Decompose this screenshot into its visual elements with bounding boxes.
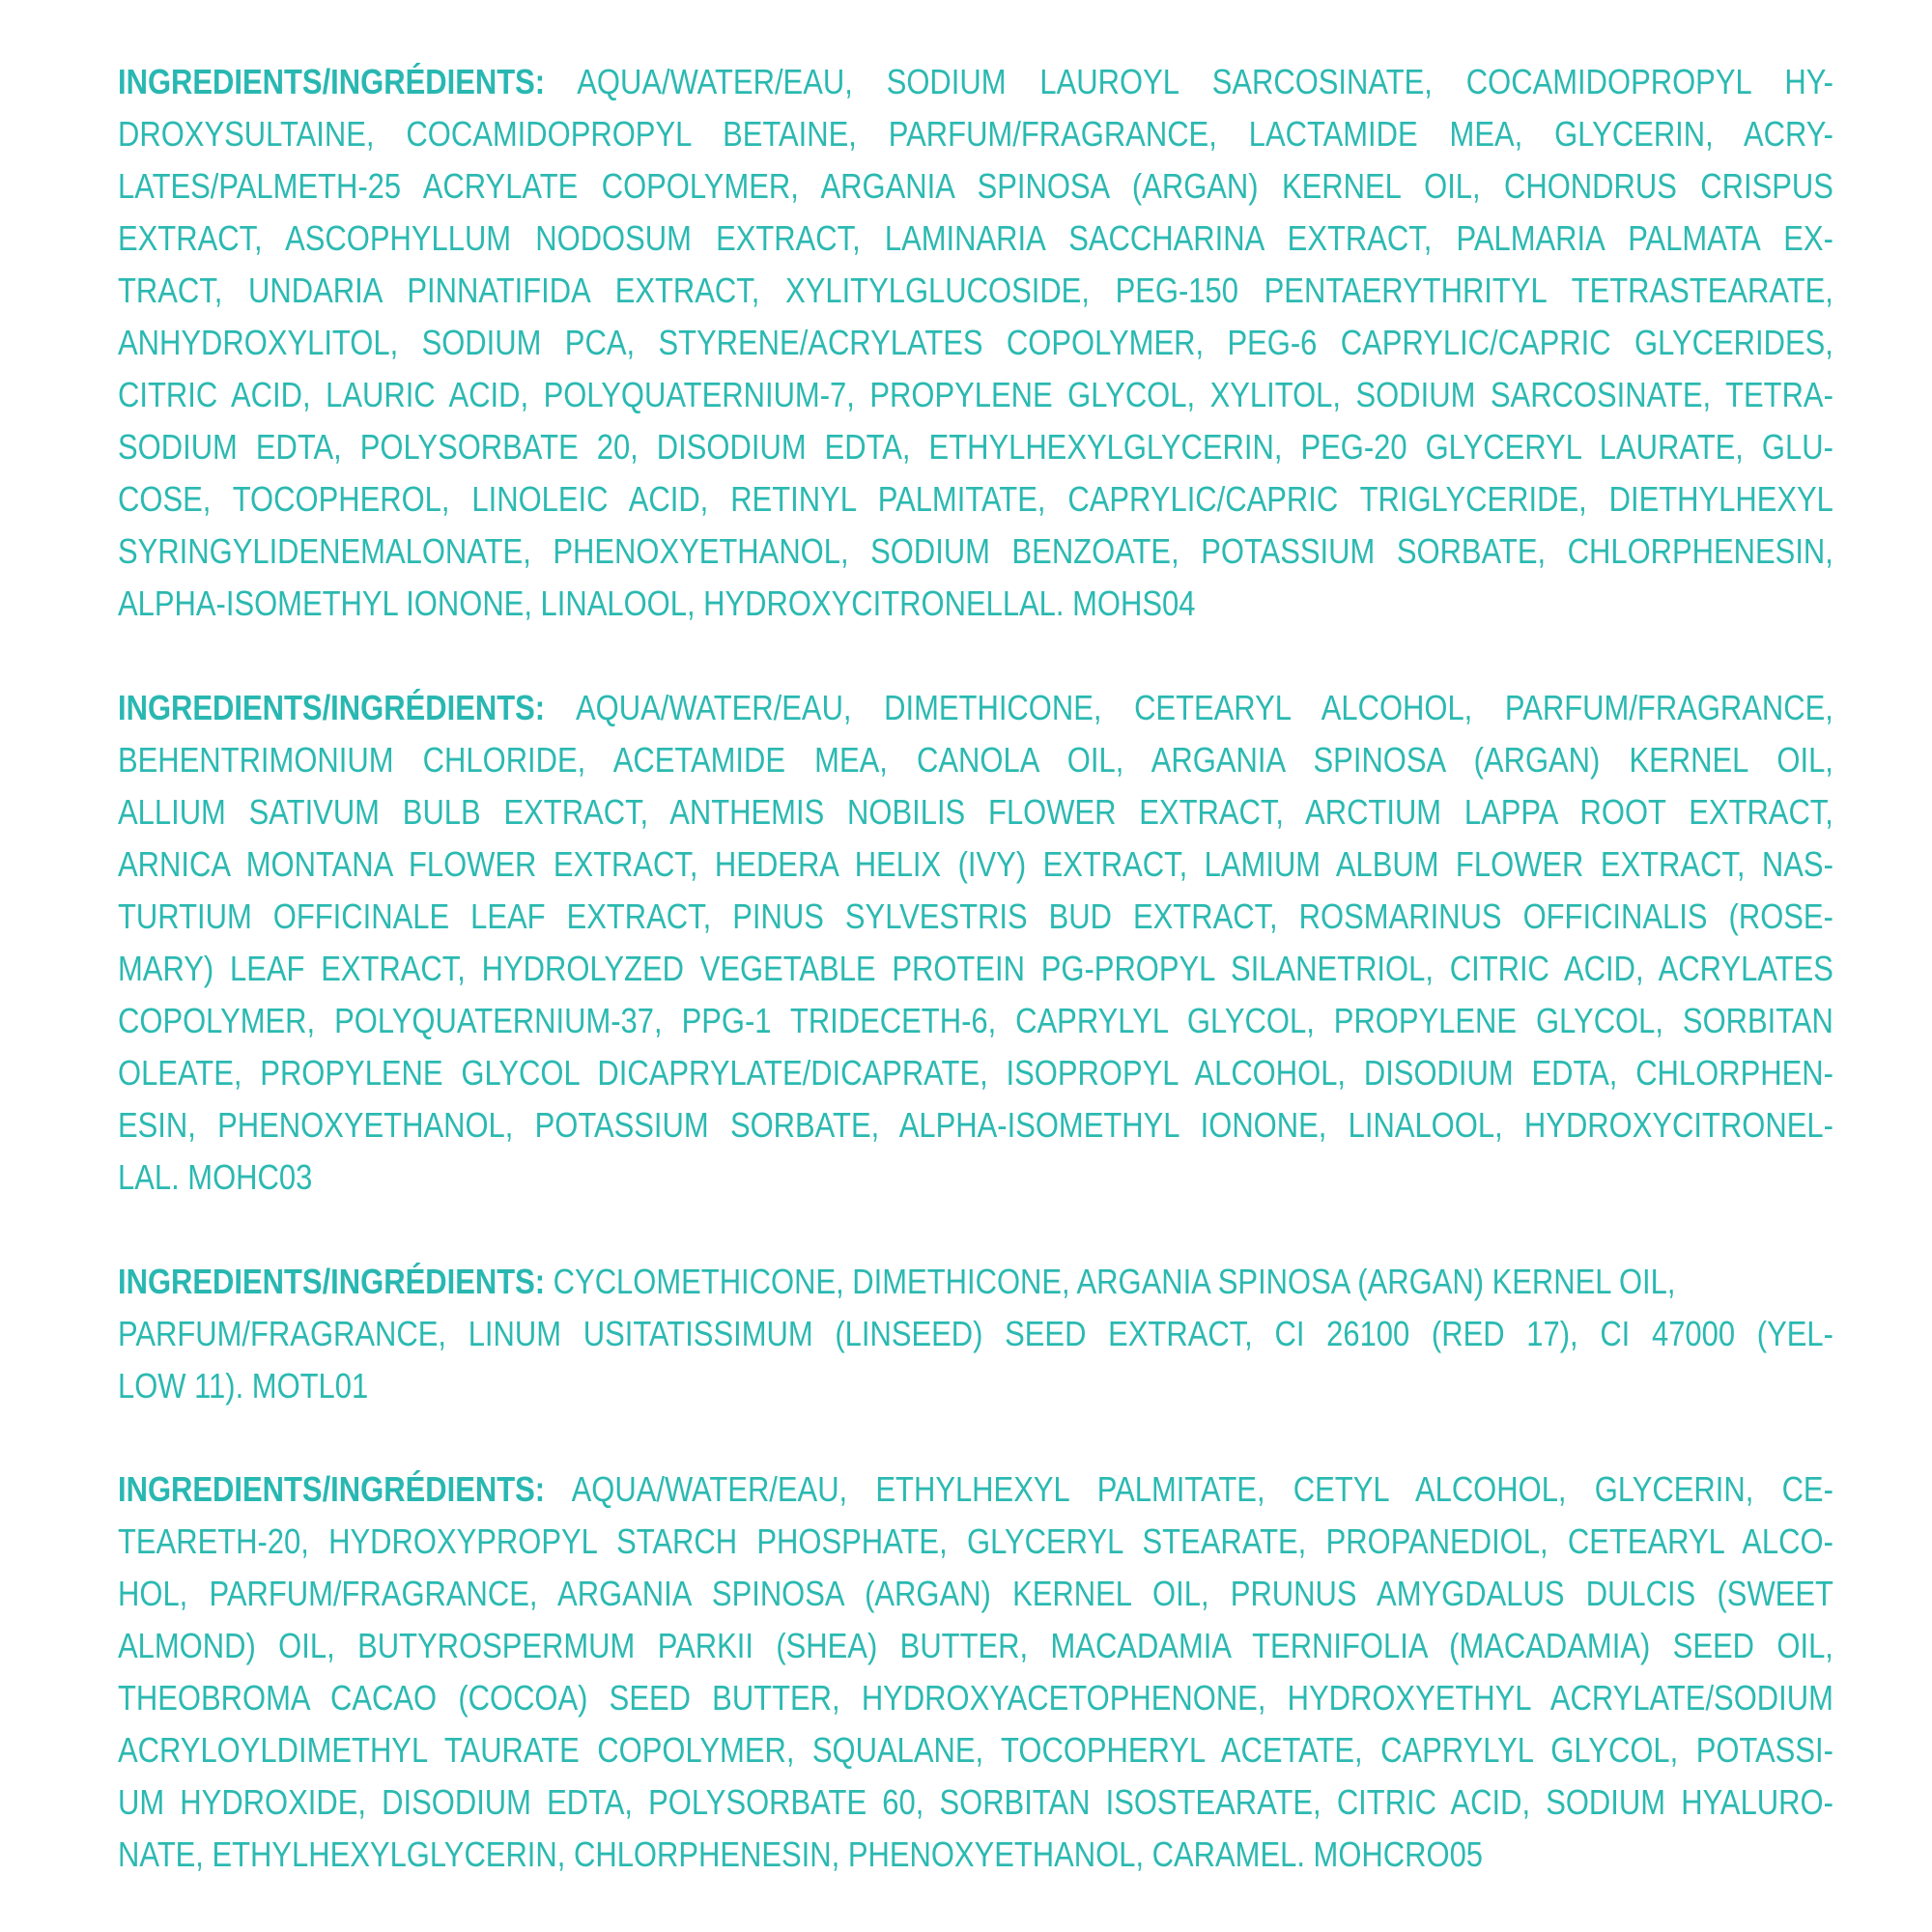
ingredient-line: TRACT, UNDARIA PINNATIFIDA EXTRACT, XYLITYLGLUCOSIDE, PEG-150 PENTAERYTHRITYL TETRASTEARATE, xyxy=(118,270,1833,310)
ingredients-heading: INGREDIENTS/INGRÉDIENTS: xyxy=(118,1262,546,1301)
ingredient-text: AQUA/WATER/EAU, DIMETHICONE, CETEARYL ALCOHOL, PARFUM/FRAGRANCE, xyxy=(545,688,1833,727)
ingredient-block-4 xyxy=(118,1463,1833,1881)
ingredient-line: SYRINGYLIDENEMALONATE, PHENOXYETHANOL, SODIUM BENZOATE, POTASSIUM SORBATE, CHLORPHENESIN, xyxy=(118,531,1833,571)
ingredient-line: SODIUM EDTA, POLYSORBATE 20, DISODIUM EDTA, ETHYLHEXYLGLYCERIN, PEG-20 GLYCERYL LAURATE, GLU- xyxy=(118,427,1833,467)
ingredient-line: COPOLYMER, POLYQUATERNIUM-37, PPG-1 TRIDECETH-6, CAPRYLYL GLYCOL, PROPYLENE GLYCOL, SORBITAN xyxy=(118,1001,1833,1040)
ingredient-line xyxy=(118,682,1833,734)
ingredient-text: CYCLOMETHICONE, DIMETHICONE, ARGANIA SPINOSA (ARGAN) KERNEL OIL, xyxy=(545,1262,1676,1301)
ingredient-line: LAL. MOHC03 xyxy=(118,1157,313,1197)
ingredient-line: HOL, PARFUM/FRAGRANCE, ARGANIA SPINOSA (ARGAN) KERNEL OIL, PRUNUS AMYGDALUS DULCIS (SWEET xyxy=(118,1574,1833,1613)
ingredient-line: TEARETH-20, HYDROXYPROPYL STARCH PHOSPHATE, GLYCERYL STEARATE, PROPANEDIOL, CETEARYL ALCO- xyxy=(118,1521,1833,1561)
ingredient-line: EXTRACT, ASCOPHYLLUM NODOSUM EXTRACT, LAMINARIA SACCHARINA EXTRACT, PALMARIA PALMATA EX- xyxy=(118,218,1833,258)
ingredient-line: ANHYDROXYLITOL, SODIUM PCA, STYRENE/ACRYLATES COPOLYMER, PEG-6 CAPRYLIC/CAPRIC GLYCERIDES, xyxy=(118,323,1833,362)
ingredients-heading: INGREDIENTS/INGRÉDIENTS: xyxy=(118,1469,546,1509)
ingredient-line: ALLIUM SATIVUM BULB EXTRACT, ANTHEMIS NOBILIS FLOWER EXTRACT, ARCTIUM LAPPA ROOT EXTRACT, xyxy=(118,792,1833,832)
ingredient-line: PARFUM/FRAGRANCE, LINUM USITATISSIMUM (LINSEED) SEED EXTRACT, CI 26100 (RED 17), CI 47000 (YEL- xyxy=(118,1314,1833,1353)
ingredient-line: OLEATE, PROPYLENE GLYCOL DICAPRYLATE/DICAPRATE, ISOPROPYL ALCOHOL, DISODIUM EDTA, CHLORPHEN- xyxy=(118,1053,1833,1093)
ingredient-line: ALMOND) OIL, BUTYROSPERMUM PARKII (SHEA) BUTTER, MACADAMIA TERNIFOLIA (MACADAMIA) SEED OIL, xyxy=(118,1626,1833,1665)
ingredients-heading: INGREDIENTS/INGRÉDIENTS: xyxy=(118,62,546,101)
ingredient-block-3 xyxy=(118,1256,1833,1412)
ingredient-line: LATES/PALMETH-25 ACRYLATE COPOLYMER, ARGANIA SPINOSA (ARGAN) KERNEL OIL, CHONDRUS CRISPUS xyxy=(118,166,1833,206)
ingredient-line: ARNICA MONTANA FLOWER EXTRACT, HEDERA HELIX (IVY) EXTRACT, LAMIUM ALBUM FLOWER EXTRACT, NAS- xyxy=(118,844,1833,884)
ingredient-line: UM HYDROXIDE, DISODIUM EDTA, POLYSORBATE 60, SORBITAN ISOSTEARATE, CITRIC ACID, SODIUM HYALURO- xyxy=(118,1782,1833,1822)
ingredient-text: AQUA/WATER/EAU, ETHYLHEXYL PALMITATE, CETYL ALCOHOL, GLYCERIN, CE- xyxy=(545,1469,1833,1509)
ingredient-line: MARY) LEAF EXTRACT, HYDROLYZED VEGETABLE PROTEIN PG-PROPYL SILANETRIOL, CITRIC ACID, ACRYLATES xyxy=(118,949,1833,988)
ingredient-line xyxy=(118,1463,1833,1516)
ingredient-line: ALPHA-ISOMETHYL IONONE, LINALOOL, HYDROXYCITRONELLAL. MOHS04 xyxy=(118,583,1196,623)
ingredient-text: AQUA/WATER/EAU, SODIUM LAUROYL SARCOSINATE, COCAMIDOPROPYL HY- xyxy=(545,62,1833,101)
ingredient-line: ACRYLOYLDIMETHYL TAURATE COPOLYMER, SQUALANE, TOCOPHERYL ACETATE, CAPRYLYL GLYCOL, POTASSI- xyxy=(118,1730,1833,1770)
ingredient-line xyxy=(118,56,1833,108)
ingredient-line: COSE, TOCOPHEROL, LINOLEIC ACID, RETINYL PALMITATE, CAPRYLIC/CAPRIC TRIGLYCERIDE, DIETHYLHEXYL xyxy=(118,479,1833,519)
ingredient-line: BEHENTRIMONIUM CHLORIDE, ACETAMIDE MEA, CANOLA OIL, ARGANIA SPINOSA (ARGAN) KERNEL OIL, xyxy=(118,740,1833,780)
ingredients-heading: INGREDIENTS/INGRÉDIENTS: xyxy=(118,688,546,727)
ingredient-line: TURTIUM OFFICINALE LEAF EXTRACT, PINUS SYLVESTRIS BUD EXTRACT, ROSMARINUS OFFICINALIS (ROSE- xyxy=(118,896,1833,936)
ingredient-block-1 xyxy=(118,56,1833,630)
ingredient-block-2 xyxy=(118,682,1833,1204)
ingredient-line: CITRIC ACID, LAURIC ACID, POLYQUATERNIUM-7, PROPYLENE GLYCOL, XYLITOL, SODIUM SARCOSINATE, TETRA- xyxy=(118,375,1833,414)
ingredient-line: LOW 11). MOTL01 xyxy=(118,1366,369,1406)
ingredient-line: DROXYSULTAINE, COCAMIDOPROPYL BETAINE, PARFUM/FRAGRANCE, LACTAMIDE MEA, GLYCERIN, ACRY- xyxy=(118,114,1833,154)
ingredient-line: ESIN, PHENOXYETHANOL, POTASSIUM SORBATE, ALPHA-ISOMETHYL IONONE, LINALOOL, HYDROXYCITRONEL- xyxy=(118,1105,1833,1145)
ingredient-line xyxy=(118,1256,1833,1308)
ingredient-line: THEOBROMA CACAO (COCOA) SEED BUTTER, HYDROXYACETOPHENONE, HYDROXYETHYL ACRYLATE/SODIUM xyxy=(118,1678,1833,1718)
ingredient-line: NATE, ETHYLHEXYLGLYCERIN, CHLORPHENESIN, PHENOXYETHANOL, CARAMEL. MOHCRO05 xyxy=(118,1834,1484,1874)
